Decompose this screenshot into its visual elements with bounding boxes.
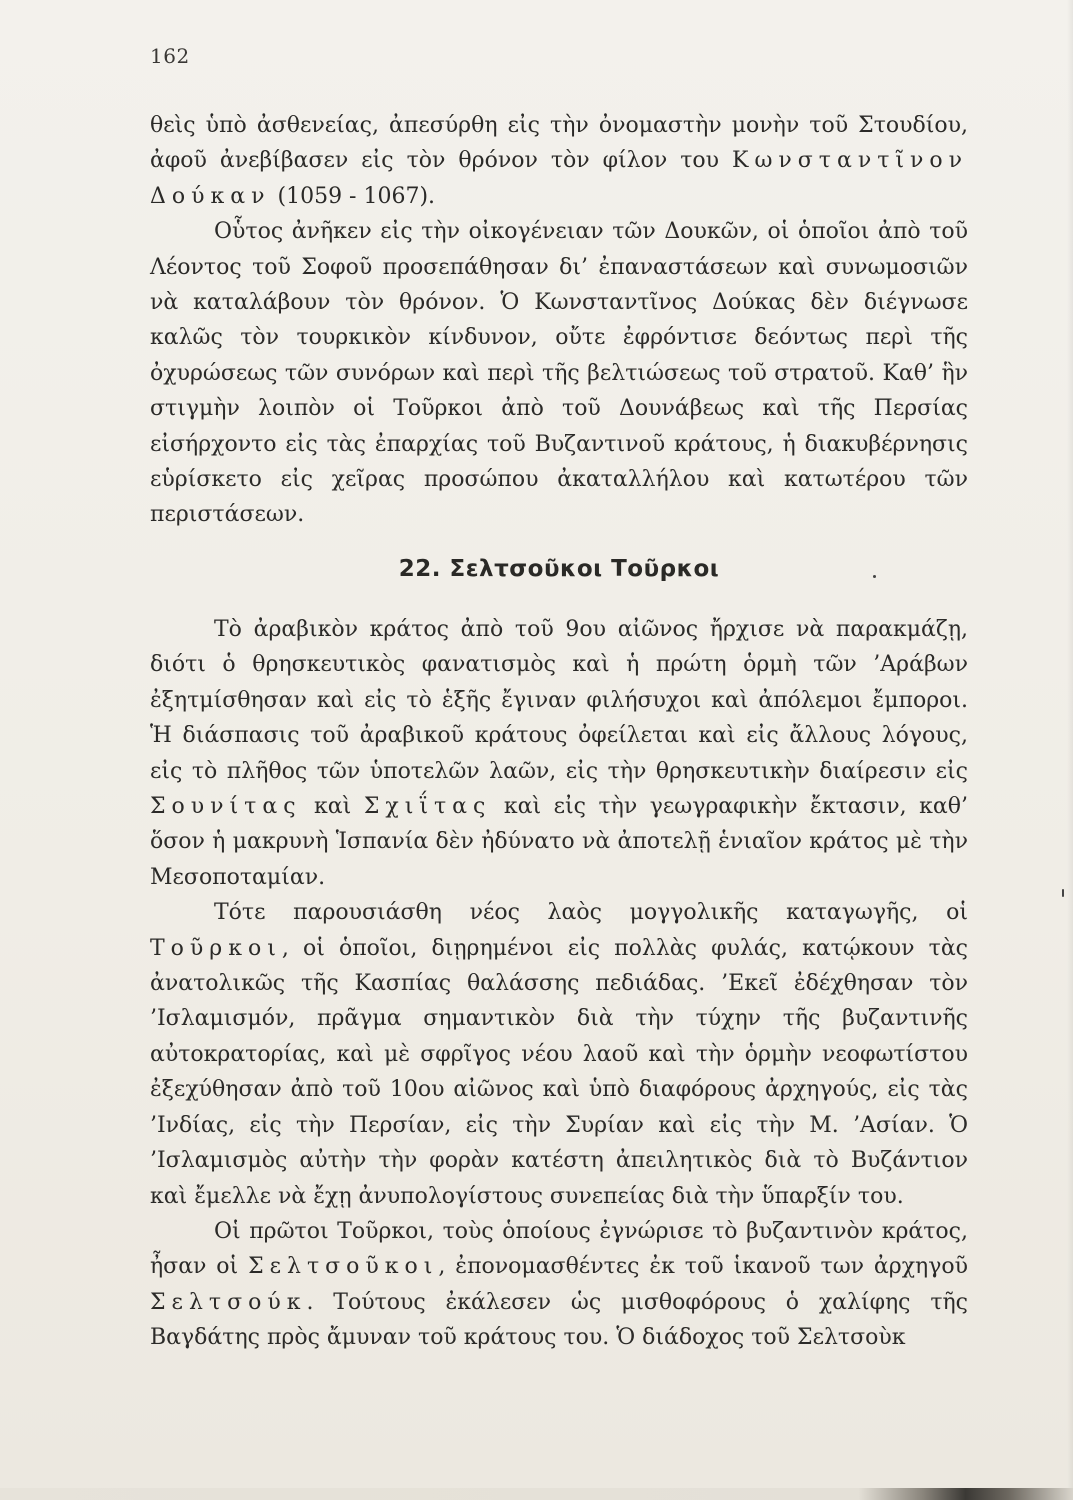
intro-text-block — [150, 108, 968, 533]
paragraph — [150, 108, 968, 214]
section-text-block — [150, 612, 968, 1356]
paragraph — [150, 1214, 968, 1356]
page-number: 162 — [150, 44, 190, 68]
paragraph — [150, 214, 968, 533]
emphasized-name: Σχιΐτας — [363, 794, 492, 820]
text-segment: . Τούτους ἐκάλεσεν ὡς μισθοφόρους ὁ χαλίφης τῆς Βαγδάτης πρὸς ἄμυναν τοῦ κράτους του. Ὁ διάδοχος τοῦ Σελτσοὺκ — [150, 1289, 968, 1351]
paragraph — [150, 895, 968, 1214]
text-segment: Οἱ πρῶτοι Τοῦρκοι, τοὺς ὁποίους ἐγνώρισε τὸ βυζαντινὸν κράτος, ἦσαν οἱ — [150, 1218, 968, 1280]
section-heading: 22. Σελτσοῦκοι Τοῦρκοι — [398, 556, 720, 582]
text-segment: Τότε παρουσιάσθη νέος λαὸς μογγολικῆς καταγωγῆς, οἱ — [214, 900, 968, 926]
text-segment: , ἐπονομασθέντες ἐκ τοῦ ἱκανοῦ των ἀρχηγοῦ — [438, 1254, 968, 1280]
page-bottom-edge — [0, 1488, 1073, 1500]
text-segment: (1059 - 1067). — [270, 183, 436, 209]
text-segment: καὶ — [301, 794, 364, 820]
ink-speck — [1062, 889, 1064, 897]
emphasized-name: Τοῦρκοι — [150, 935, 282, 961]
emphasized-name: Σελτσούκ — [150, 1289, 307, 1315]
text-segment: , οἱ ὁποῖοι, διῃρημένοι εἰς πολλὰς φυλάς, κατῴκουν τὰς ἀνατολικῶς τῆς Κασπίας θαλάσσης πεδιάδας. ’Εκεῖ ἐδέχθησαν τὸν ’Ισλαμισμόν, πρᾶγμα σημαντικὸν διὰ τὴν τύχην τῆς βυζαντινῆς αὐτοκρατορίας, καὶ μὲ σφρῖγος νέου λαοῦ καὶ τὴν ὁρμὴν νεοφωτίστου ἐξεχύθησαν ἀπὸ τοῦ 10ου αἰῶνος καὶ ὑπὸ διαφόρους ἀρχηγούς, εἰς τὰς ’Ινδίας, εἰς τὴν Περσίαν, εἰς τὴν Συρίαν καὶ εἰς τὴν Μ. ’Ασίαν. Ὁ ’Ισλαμισμὸς αὐτὴν τὴν φορὰν κατέστη ἀπειλητικὸς διὰ τὸ Βυζάντιον καὶ ἔμελλε νὰ ἔχῃ ἀνυπολογίστους συνεπείας διὰ τὴν ὕπαρξίν του. — [150, 935, 968, 1209]
page-edge-shadow — [1067, 0, 1073, 1500]
emphasized-name: Σουνίτας — [150, 794, 302, 820]
text-segment: καὶ εἰς τὴν γεωγραφικὴν ἔκτασιν, καθ’ ὅσον ἡ μακρυνὴ Ἱσπανία δὲν ἠδύνατο νὰ ἀποτελῇ ἑνιαῖον κράτος μὲ τὴν Μεσοποταμίαν. — [150, 794, 968, 890]
paragraph — [150, 612, 968, 895]
text-segment: Τὸ ἀραβικὸν κράτος ἀπὸ τοῦ 9ου αἰῶνος ἤρχισε νὰ παρακμάζῃ, διότι ὁ θρησκευτικὸς φανατισμὸς καὶ ἡ πρώτη ὁρμὴ τῶν ’Αράβων ἐξητμίσθησαν καὶ εἰς τὸ ἑξῆς ἔγιναν φιλήσυχοι καὶ ἀπόλεμοι ἔμποροι. Ἡ διάσπασις τοῦ ἀραβικοῦ κράτους ὀφείλεται καὶ εἰς ἄλλους λόγους, εἰς τὸ πλῆθος τῶν ὑποτελῶν λαῶν, εἰς τὴν θρησκευτικὴν διαίρεσιν εἰς — [150, 617, 968, 784]
text-segment: Οὗτος ἀνῆκεν εἰς τὴν οἰκογένειαν τῶν Δουκῶν, οἱ ὁποῖοι ἀπὸ τοῦ Λέοντος τοῦ Σοφοῦ προσεπάθησαν δι’ ἐπαναστάσεων καὶ συνωμοσιῶν νὰ καταλάβουν τὸν θρόνον. Ὁ Κωνσταντῖνος Δούκας δὲν διέγνωσε καλῶς τὸν τουρκικὸν κίνδυνον, οὔτε ἐφρόντισε δεόντως περὶ τῆς ὀχυρώσεως τῶν συνόρων καὶ περὶ τῆς βελτιώσεως τοῦ στρατοῦ. Καθ’ ἣν στιγμὴν λοιπὸν οἱ Τοῦρκοι ἀπὸ τοῦ Δουνάβεως καὶ τῆς Περσίας εἰσήρχοντο εἰς τὰς ἐπαρχίας τοῦ Βυζαντινοῦ κράτους, ἡ διακυβέρνησις εὑρίσκετο εἰς χεῖρας προσώπου ἀκαταλλήλου καὶ κατωτέρου τῶν περιστάσεων. — [150, 219, 968, 528]
emphasized-name: Κωνσταντῖνον Δούκαν — [150, 148, 968, 209]
emphasized-name: Σελτσοῦκοι — [248, 1254, 439, 1280]
text-segment: θεὶς ὑπὸ ἀσθενείας, ἀπεσύρθη εἰς τὴν ὀνομαστὴν μονὴν τοῦ Στουδίου, ἀφοῦ ἀνεβίβασεν εἰς τὸν θρόνον τὸν φίλον του — [150, 113, 968, 174]
ink-speck — [873, 575, 876, 578]
